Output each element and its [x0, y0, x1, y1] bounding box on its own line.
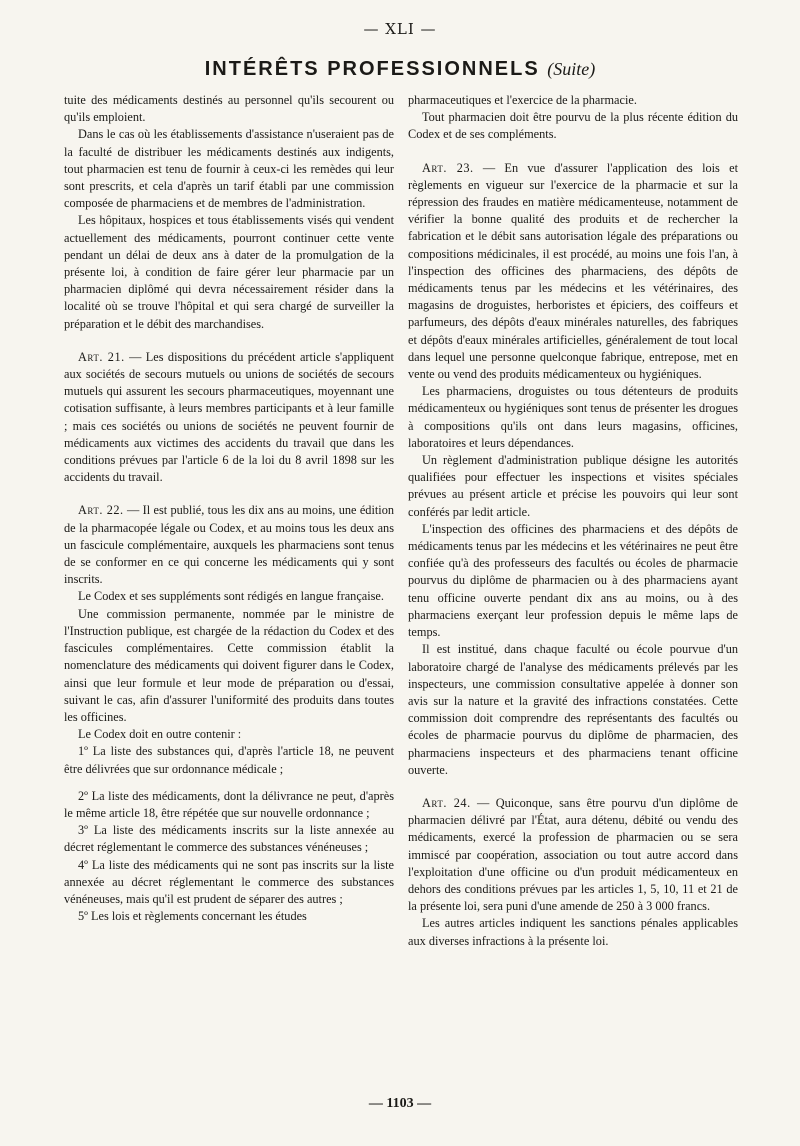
paragraph-text: — Quiconque, sans être pourvu d'un diplôme de pharmacien délivré par l'État, aura détenu, débité ou vendu des médicaments, exercé la profession de pharmacien ou se sera immiscé par coopération, association ou tout autre accord dans l'exploitation d'une officine ou d'un produit médicamenteux en dehors des conditions prévues par les articles 1, 5, 10, 11 et 21 de la présente loi, sera puni d'une amende de 250 à 3 000 francs.: [408, 795, 738, 914]
paragraph: [64, 726, 394, 743]
section-title-text: INTÉRÊTS PROFESSIONNELS: [204, 58, 540, 80]
paragraph-text: 5º Les lois et règlements concernant les études: [78, 909, 307, 924]
paragraph: [64, 743, 394, 777]
paragraph: [408, 521, 738, 641]
paragraph: [408, 109, 738, 143]
paragraph: [64, 822, 394, 856]
paragraph: [64, 212, 394, 332]
paragraph-text: pharmaceutiques et l'exercice de la pharmacie.: [408, 93, 637, 107]
section-title-suffix: (Suite): [547, 59, 596, 79]
paragraph-text: Le Codex et ses suppléments sont rédigés en langue française.: [78, 589, 384, 604]
paragraph-text: Le Codex doit en outre contenir :: [78, 727, 242, 742]
paragraph-text: 4º La liste des médicaments qui ne sont pas inscrits sur la liste annexée au décret réglementant le commerce des substances vénéneuses, mais qu'il est prudent de séparer des autres ;: [64, 857, 394, 906]
article-number: Art. 24.: [422, 795, 471, 810]
left-column: [64, 92, 394, 925]
paragraph-text: Tout pharmacien doit être pourvu de la plus récente édition du Codex et de ses compléments.: [408, 110, 738, 142]
paragraph: [64, 126, 394, 212]
paragraph-text: Les autres articles indiquent les sanctions pénales applicables aux diverses infractions à la présente loi.: [408, 916, 738, 948]
paragraph: [64, 908, 394, 925]
paragraph: [408, 641, 738, 779]
paragraph-text: Les pharmaciens, droguistes ou tous détenteurs de produits médicamenteux ou hygiéniques sont tenus de présenter les drogues à compositions qu'ils ont dans leurs magasins, officines, laboratoires et leurs dépendances.: [408, 384, 738, 450]
paragraph-text: 1º La liste des substances qui, d'après l'article 18, ne peuvent être délivrées que sur ordonnance médicale ;: [64, 744, 394, 776]
article-paragraph: [64, 349, 394, 487]
paragraph-text: — Il est publié, tous les dix ans au moins, une édition de la pharmacopée légale ou Codex, et au moins tous les deux ans un fascicule complémentaire, auxquels les pharmaciens sont tenus de se conformer en ce qui concerne les médicaments qui y sont inscrits.: [64, 503, 394, 587]
paragraph-text: L'inspection des officines des pharmaciens et des dépôts de médicaments tenus par les médecins et les vétérinaires ne peut être confiée qu'à des professeurs des facultés ou écoles de pharmacie pourvus du diplôme de pharmacien ou à des pharmaciens ayant tenu officine ouverte pendant dix ans au moins, ou à des pharmaciens exerçant leur profession depuis le même laps de temps.: [408, 521, 738, 640]
paragraph-text: Un règlement d'administration publique désigne les autorités qualifiées pour effectuer les inspections et visites spéciales prévues au présent article et précise les pouvoirs qui leur sont conférés par ledit article.: [408, 453, 738, 519]
roman-folio: — XLI —: [363, 20, 437, 38]
paragraph-text: 2º La liste des médicaments, dont la délivrance ne peut, d'après le même article 18, être répétée que sur nouvelle ordonnance ;: [64, 788, 394, 820]
paragraph: [408, 452, 738, 521]
paragraph: [408, 383, 738, 452]
article-number: Art. 22.: [78, 503, 124, 518]
right-column: [408, 92, 738, 950]
paragraph: [64, 857, 394, 909]
article-paragraph: [408, 160, 738, 384]
paragraph-text: 3º La liste des médicaments inscrits sur la liste annexée au décret réglementant le commerce des substances vénéneuses ;: [64, 823, 394, 855]
paragraph: [64, 588, 394, 605]
paragraph-text: Dans le cas où les établissements d'assistance n'useraient pas de la faculté de distribuer les médicaments destinés aux indigents, tout pharmacien est tenu de fournir à ceux-ci les remèdes qui leur sont prescrits, et cela d'après un tarif établi par une commission composée de pharmaciens et de membres de l'administration.: [64, 127, 394, 211]
paragraph: [64, 788, 394, 822]
paragraph-text: Les hôpitaux, hospices et tous établissements visés qui vendent actuellement des médicaments, pourront continuer cette vente pendant un délai de deux ans à dater de la promulgation de la présente loi, à condition de faire gérer leur pharmacie par un pharmacien diplômé qui devra nécessairement résider dans la localité où se trouve l'hôpital et qui sera chargé de surveiller la préparation et le débit des marchandises.: [64, 213, 394, 331]
paragraph-text: Une commission permanente, nommée par le ministre de l'Instruction publique, est chargée de la rédaction du Codex et des fascicules complémentaires. Cette commission établit la nomenclature des médicaments qui doivent figurer dans le Codex, ainsi que leur formule et leur mode de préparation ou d'essai, suivant le cas, afin d'assurer l'uniformité des produits dans toutes les officines.: [64, 606, 394, 724]
paragraph-text: tuite des médicaments destinés au personnel qu'ils secourent ou qu'ils emploient.: [64, 93, 394, 125]
section-title: [0, 58, 800, 81]
paragraph: [64, 92, 394, 126]
paragraph: [64, 606, 394, 726]
article-paragraph: [408, 795, 738, 915]
article-number: Art. 21.: [78, 349, 125, 364]
paragraph-text: — En vue d'assurer l'application des lois et règlements en vigueur sur l'exercice de la pharmacie et sur la répression des fraudes en matière médicamenteuse, notamment de vérifier la bonne qualité des produits et de rechercher la fabrication et le débit sans autorisation légale des préparations ou compositions médicinales, il est procédé, au moins une fois l'an, à l'inspection des officines des pharmaciens, des dépôts de médicaments tenus par les médecins et les vétérinaires, des magasins de droguistes, herboristes et épiciers, des coiffeurs et parfumeurs, des dépôts d'eaux minérales naturelles, des fabriques et dépôts d'eaux minérales artificielles, généralement de tout local dans lequel une personne quelconque fabrique, entrepose, met en vente ou vend des produits médicamenteux ou hygiéniques.: [408, 160, 738, 382]
page-number: — 1103 —: [368, 1096, 432, 1111]
article-number: Art. 23.: [422, 160, 474, 175]
paragraph-text: Il est institué, dans chaque faculté ou école pourvue d'un laboratoire chargé de l'analyse des médicaments prélevés par les inspecteurs, une commission consultative appelée à donner son avis sur la nature et la gravité des infractions constatées. Cette commission doit comprendre des représentants des facultés ou écoles de pharmacie pourvus du diplôme de pharmacien, des pharmaciens inspecteurs et des pharmaciens tenant officine ouverte.: [408, 642, 738, 777]
paragraph: [408, 92, 738, 109]
article-paragraph: [64, 502, 394, 588]
paragraph: [408, 915, 738, 949]
paragraph-text: — Les dispositions du précédent article s'appliquent aux sociétés de secours mutuels ou unions de sociétés de secours mutuels qui assurent les secours pharmaceutiques, moyennant une cotisation suffisante, à leurs membres participants et à leur famille ; mais ces sociétés ou unions de sociétés ne peuvent fournir de médicaments aux victimes des accidents du travail que dans les conditions prévues par l'article 6 de la loi du 8 avril 1898 sur les accidents du travail.: [64, 349, 394, 485]
